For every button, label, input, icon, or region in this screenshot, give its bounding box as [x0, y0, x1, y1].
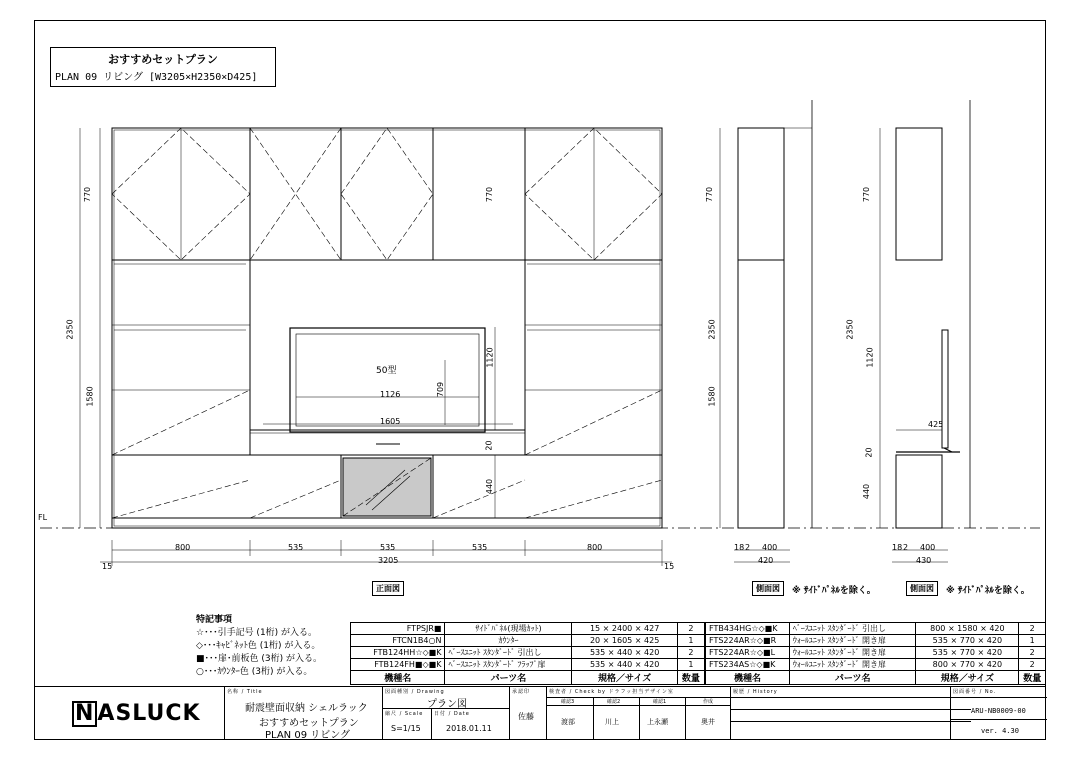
table-cell: ｶｳﾝﾀｰ	[445, 635, 572, 647]
table-row	[351, 647, 705, 659]
table-cell: 535 × 770 × 420	[916, 635, 1019, 647]
table-cell: 800 × 1580 × 420	[916, 623, 1019, 635]
table-cell: 2	[677, 647, 704, 659]
side1-dim-400: 400	[762, 543, 778, 552]
column-header: 機種名	[351, 671, 445, 685]
brand-logo	[72, 701, 201, 727]
table-cell: FTS224AR☆◇■L	[706, 647, 790, 659]
note-item: ■･･･扉･前板色 (3桁) が入る。	[196, 654, 322, 664]
tb-history-cell	[730, 687, 984, 740]
table-cell: 2	[1019, 623, 1046, 635]
note-item: ☆･･･引手記号 (1桁) が入る。	[196, 628, 318, 638]
table-cell: 535 × 770 × 420	[916, 647, 1019, 659]
table-cell: 2	[677, 623, 704, 635]
parts-table-right	[705, 622, 1046, 685]
special-notes	[196, 614, 322, 679]
side2-tv	[942, 330, 948, 448]
table-row	[351, 635, 705, 647]
table-cell: FTCN1B4○N	[351, 635, 445, 647]
table-cell: 2	[1019, 647, 1046, 659]
dim-overall-3205: 3205	[378, 556, 399, 565]
dim-20: 20	[484, 440, 494, 451]
table-cell: 1	[1019, 635, 1046, 647]
side1-wall-unit	[738, 128, 784, 260]
table-row	[706, 635, 1046, 647]
tb-drawing-caption: 図面種別 / Drawing	[385, 689, 445, 695]
tb-date-value: 2018.01.11	[446, 724, 492, 733]
dim-770-center: 770	[485, 186, 495, 203]
tb-number-cell	[950, 687, 1046, 740]
table-cell: ﾍﾞｰｽﾕﾆｯﾄ ｽﾀﾝﾀﾞｰﾄﾞ ﾌﾗｯﾌﾟ扉	[445, 659, 572, 671]
side2-dim-18: 18	[892, 543, 903, 552]
tb-approve-value: 佐藤	[518, 712, 534, 721]
side1-tall-unit	[738, 260, 784, 528]
column-header: 機種名	[706, 671, 790, 685]
table-cell: ﾍﾞｰｽﾕﾆｯﾄ ｽﾀﾝﾀﾞｰﾄﾞ 引出し	[445, 647, 572, 659]
logo-letter: N	[72, 701, 97, 727]
side2-dim-430: 430	[916, 556, 932, 565]
plan-subtitle: PLAN 09 リビング [W3205×H2350×D425]	[55, 72, 258, 83]
parts-table-left	[350, 622, 705, 685]
table-cell: FTS234AS☆◇■K	[706, 659, 790, 671]
tb-drawing-value: プラン図	[427, 699, 467, 710]
side2-dim-425: 425	[928, 420, 944, 429]
side1-note: ※ ｻｲﾄﾞﾊﾟﾈﾙを除く。	[792, 586, 876, 596]
table-cell: FTB124FH■◇■K	[351, 659, 445, 671]
side1-dim-770: 770	[705, 186, 715, 203]
table-row	[351, 659, 705, 671]
side2-dim-440: 440	[862, 483, 872, 500]
table-cell: FTPSJR■	[351, 623, 445, 635]
tb-version: ver. 4.30	[981, 727, 1019, 735]
table-cell: 1	[677, 635, 704, 647]
tb-scale-caption: 縮尺 / Scale	[385, 711, 424, 717]
dim-bottom-535-a: 535	[288, 543, 304, 552]
table-cell: ｻｲﾄﾞﾊﾟﾈﾙ(現場ｶｯﾄ)	[445, 623, 572, 635]
tb-history-caption: 履歴 / History	[733, 689, 778, 695]
dim-15-right: 15	[664, 562, 675, 571]
dim-bottom-535-c: 535	[472, 543, 488, 552]
side2-note: ※ ｻｲﾄﾞﾊﾟﾈﾙを除く。	[946, 586, 1030, 596]
column-header: 数量	[677, 671, 704, 685]
dim-1126: 1126	[380, 390, 401, 399]
note-item: ◇･･･ｷｬﾋﾞﾈｯﾄ色 (1桁) が入る。	[196, 641, 321, 651]
side1-dim-18: 18	[734, 543, 745, 552]
tb-number-caption: 図面番号 / No.	[953, 689, 997, 695]
side2-dim-2: 2	[903, 543, 909, 552]
table-row	[351, 623, 705, 635]
tb-check-caption: 検査者 / Check by ドラフッ担当デザイン室	[549, 689, 674, 695]
side1-dim-420: 420	[758, 556, 774, 565]
tb-name-cell	[224, 687, 382, 740]
table-cell: ｳｫｰﾙﾕﾆｯﾄ ｽﾀﾝﾀﾞｰﾄﾞ 開き扉	[789, 659, 915, 671]
table-row	[706, 647, 1046, 659]
tb-number-value: ARU-NB0009-00	[971, 707, 1026, 715]
plan-title: おすすめセットプラン	[108, 53, 218, 66]
dim-440: 440	[485, 478, 495, 495]
table-cell: 800 × 770 × 420	[916, 659, 1019, 671]
side1-dim-1580: 1580	[707, 386, 717, 407]
tb-role: 確認3	[561, 699, 575, 705]
table-cell: 2	[1019, 659, 1046, 671]
tb-date-cell	[431, 709, 509, 740]
tb-checker-name: 上永瀬	[647, 718, 668, 726]
table-row	[706, 659, 1046, 671]
dim-709: 709	[436, 381, 446, 398]
tb-check-cell	[546, 687, 730, 740]
tb-approve-cell	[509, 687, 546, 740]
side2-dim-20: 20	[864, 447, 874, 458]
column-header: 数量	[1019, 671, 1046, 685]
table-cell: 535 × 440 × 420	[572, 659, 677, 671]
tb-checker-name: 川上	[605, 718, 619, 726]
tb-date-caption: 日付 / Date	[434, 711, 470, 717]
dim-1580-left: 1580	[85, 386, 95, 407]
tb-approve-caption: 承認印	[512, 689, 531, 695]
tv-size-label: 50型	[376, 366, 397, 376]
column-header: パーツ名	[445, 671, 572, 685]
table-row	[706, 623, 1046, 635]
front-view-label: 正面図	[372, 581, 404, 596]
table-cell: 20 × 1605 × 425	[572, 635, 677, 647]
dim-bottom-800-right: 800	[587, 543, 603, 552]
column-header: 規格／サイズ	[572, 671, 677, 685]
tb-checker-name: 奥井	[701, 718, 715, 726]
side2-dim-2350: 2350	[845, 319, 855, 340]
table-cell: 15 × 2400 × 427	[572, 623, 677, 635]
table-header-row	[706, 671, 1046, 685]
tb-drawing-cell	[382, 687, 509, 709]
tb-name-line2: おすすめセットプラン	[259, 718, 359, 729]
floor-line-label: FL	[38, 513, 48, 522]
note-item: ○･･･ｶｳﾝﾀｰ色 (3桁) が入る。	[196, 667, 313, 677]
tb-role: 確認2	[607, 699, 621, 705]
dim-2350-left: 2350	[65, 319, 75, 340]
column-header: パーツ名	[789, 671, 915, 685]
tb-scale-value: S=1/15	[391, 724, 421, 733]
table-cell: ｳｫｰﾙﾕﾆｯﾄ ｽﾀﾝﾀﾞｰﾄﾞ 開き扉	[789, 635, 915, 647]
tb-name-line1: 耐震壁面収納 シェルラック	[245, 703, 368, 714]
side2-dim-1120: 1120	[865, 347, 875, 368]
table-cell: 1	[677, 659, 704, 671]
dim-1120: 1120	[485, 347, 495, 368]
tb-name-line3: PLAN 09 リビング	[265, 730, 351, 741]
dim-770-left: 770	[83, 186, 93, 203]
table-cell: FTS224AR☆◇■R	[706, 635, 790, 647]
side1-view-label: 側面図	[752, 581, 784, 596]
table-cell: FTB434HG☆◇■K	[706, 623, 790, 635]
tb-role: 作成	[703, 699, 714, 705]
side1-dim-2350: 2350	[707, 319, 717, 340]
side2-view-label: 側面図	[906, 581, 938, 596]
table-cell: FTB124HH☆◇■K	[351, 647, 445, 659]
dim-15-left: 15	[102, 562, 113, 571]
side2-dim-400: 400	[920, 543, 936, 552]
logo-text: ASLUCK	[97, 701, 201, 726]
tb-role: 確認1	[653, 699, 667, 705]
side2-wall-unit	[896, 128, 942, 260]
notes-heading: 特記事項	[196, 615, 233, 625]
dim-bottom-800-left: 800	[175, 543, 191, 552]
table-cell: ﾍﾞｰｽﾕﾆｯﾄ ｽﾀﾝﾀﾞｰﾄﾞ 引出し	[789, 623, 915, 635]
tb-scale-cell	[382, 709, 431, 740]
dim-bottom-535-b: 535	[380, 543, 396, 552]
dim-1605: 1605	[380, 417, 401, 426]
column-header: 規格／サイズ	[916, 671, 1019, 685]
table-cell: 535 × 440 × 420	[572, 647, 677, 659]
tb-checker-name: 渡部	[561, 718, 575, 726]
side2-base-unit	[896, 455, 942, 528]
tb-name-caption: 名称 / Title	[227, 689, 263, 695]
table-header-row	[351, 671, 705, 685]
table-cell: ｳｫｰﾙﾕﾆｯﾄ ｽﾀﾝﾀﾞｰﾄﾞ 開き扉	[789, 647, 915, 659]
side1-dim-2: 2	[745, 543, 751, 552]
side2-dim-770: 770	[862, 186, 872, 203]
